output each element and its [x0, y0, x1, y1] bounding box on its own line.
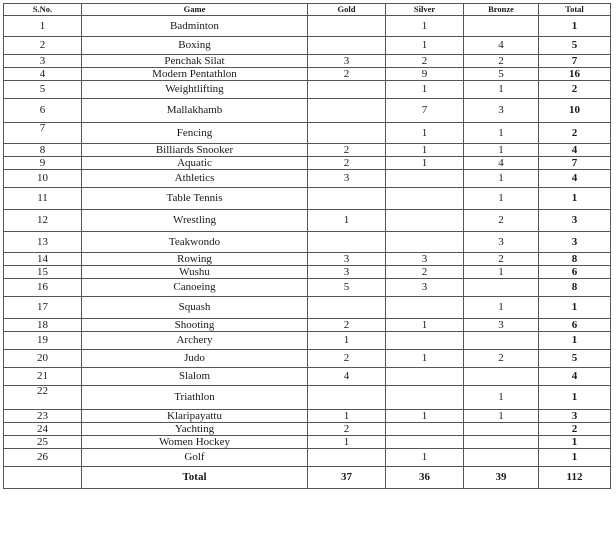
gold-cell: 4 — [308, 368, 386, 386]
bronze-cell: 1 — [464, 123, 539, 144]
gold-cell: 1 — [308, 210, 386, 232]
gold-cell — [308, 81, 386, 99]
table-row — [4, 188, 611, 210]
table-row — [4, 253, 611, 266]
sno-cell: 7 — [4, 123, 82, 144]
gold-cell: 2 — [308, 144, 386, 157]
table-row — [4, 81, 611, 99]
total-cell: 2 — [539, 423, 611, 436]
game-cell: Squash — [82, 297, 308, 319]
silver-cell — [386, 232, 464, 253]
bronze-cell: 4 — [464, 157, 539, 170]
sno-cell: 16 — [4, 279, 82, 297]
table-row — [4, 37, 611, 55]
game-cell: Table Tennis — [82, 188, 308, 210]
game-cell: Billiards Snooker — [82, 144, 308, 157]
table-row — [4, 319, 611, 332]
gold-cell — [308, 123, 386, 144]
total-cell: 3 — [539, 232, 611, 253]
sno-cell: 19 — [4, 332, 82, 350]
gold-cell: 2 — [308, 423, 386, 436]
total-silver: 36 — [386, 467, 464, 489]
game-cell: Rowing — [82, 253, 308, 266]
header-row — [4, 4, 611, 16]
bronze-cell: 4 — [464, 37, 539, 55]
total-cell: 8 — [539, 279, 611, 297]
game-cell: Yachting — [82, 423, 308, 436]
table-row — [4, 350, 611, 368]
total-cell: 16 — [539, 68, 611, 81]
total-cell: 5 — [539, 350, 611, 368]
bronze-cell — [464, 16, 539, 37]
bronze-cell — [464, 423, 539, 436]
total-bronze: 39 — [464, 467, 539, 489]
table-footer — [4, 467, 611, 489]
gold-cell — [308, 16, 386, 37]
gold-cell — [308, 37, 386, 55]
total-cell: 8 — [539, 253, 611, 266]
sno-cell: 4 — [4, 68, 82, 81]
game-cell: Golf — [82, 449, 308, 467]
sno-cell: 12 — [4, 210, 82, 232]
total-cell: 6 — [539, 319, 611, 332]
bronze-cell: 3 — [464, 319, 539, 332]
total-cell: 10 — [539, 99, 611, 123]
gold-cell — [308, 232, 386, 253]
sno-cell: 5 — [4, 81, 82, 99]
total-cell: 1 — [539, 297, 611, 319]
sno-cell: 25 — [4, 436, 82, 449]
gold-cell — [308, 99, 386, 123]
total-cell: 3 — [539, 210, 611, 232]
silver-cell: 1 — [386, 449, 464, 467]
game-cell: Women Hockey — [82, 436, 308, 449]
gold-cell: 2 — [308, 68, 386, 81]
game-cell: Penchak Silat — [82, 55, 308, 68]
silver-cell — [386, 386, 464, 410]
bronze-cell: 1 — [464, 170, 539, 188]
gold-cell — [308, 449, 386, 467]
gold-cell — [308, 386, 386, 410]
silver-cell: 2 — [386, 266, 464, 279]
silver-cell: 1 — [386, 81, 464, 99]
sno-cell: 6 — [4, 99, 82, 123]
bronze-cell: 1 — [464, 386, 539, 410]
bronze-cell — [464, 436, 539, 449]
game-cell: Athletics — [82, 170, 308, 188]
game-cell: Klaripayattu — [82, 410, 308, 423]
table-row — [4, 16, 611, 37]
silver-cell: 3 — [386, 253, 464, 266]
total-cell: 1 — [539, 386, 611, 410]
sno-cell: 21 — [4, 368, 82, 386]
silver-cell — [386, 297, 464, 319]
game-cell: Aquatic — [82, 157, 308, 170]
bronze-cell — [464, 279, 539, 297]
silver-cell: 1 — [386, 144, 464, 157]
bronze-cell: 1 — [464, 297, 539, 319]
bronze-cell: 1 — [464, 188, 539, 210]
total-cell: 1 — [539, 16, 611, 37]
sno-cell: 11 — [4, 188, 82, 210]
table-row — [4, 123, 611, 144]
sno-cell: 18 — [4, 319, 82, 332]
silver-cell: 7 — [386, 99, 464, 123]
table-row — [4, 210, 611, 232]
sno-cell: 2 — [4, 37, 82, 55]
total-cell: 4 — [539, 368, 611, 386]
total-cell: 4 — [539, 170, 611, 188]
bronze-cell: 2 — [464, 350, 539, 368]
gold-cell: 2 — [308, 350, 386, 368]
game-cell: Triathlon — [82, 386, 308, 410]
game-cell: Modern Pentathlon — [82, 68, 308, 81]
silver-cell: 2 — [386, 55, 464, 68]
total-label: Total — [82, 467, 308, 489]
silver-cell: 1 — [386, 123, 464, 144]
sno-cell: 8 — [4, 144, 82, 157]
silver-cell: 3 — [386, 279, 464, 297]
silver-cell — [386, 332, 464, 350]
total-cell: 1 — [539, 332, 611, 350]
gold-cell: 2 — [308, 157, 386, 170]
game-cell: Fencing — [82, 123, 308, 144]
silver-cell: 1 — [386, 16, 464, 37]
sno-cell: 13 — [4, 232, 82, 253]
total-cell: 6 — [539, 266, 611, 279]
bronze-cell: 3 — [464, 232, 539, 253]
total-cell: 7 — [539, 157, 611, 170]
total-cell: 2 — [539, 81, 611, 99]
bronze-cell — [464, 368, 539, 386]
total-cell: 1 — [539, 188, 611, 210]
header-total: Total — [539, 4, 611, 16]
table-row — [4, 436, 611, 449]
bronze-cell: 1 — [464, 144, 539, 157]
silver-cell: 1 — [386, 319, 464, 332]
table-row — [4, 144, 611, 157]
total-cell: 4 — [539, 144, 611, 157]
medal-table — [3, 3, 611, 489]
table-row — [4, 266, 611, 279]
table-row — [4, 297, 611, 319]
silver-cell — [386, 188, 464, 210]
game-cell: Canoeing — [82, 279, 308, 297]
sno-cell: 15 — [4, 266, 82, 279]
total-cell: 3 — [539, 410, 611, 423]
game-cell: Teakwondo — [82, 232, 308, 253]
game-cell: Boxing — [82, 37, 308, 55]
table-row — [4, 232, 611, 253]
gold-cell: 2 — [308, 319, 386, 332]
sno-cell: 17 — [4, 297, 82, 319]
total-sno-cell — [4, 467, 82, 489]
total-row — [4, 467, 611, 489]
header-silver: Silver — [386, 4, 464, 16]
gold-cell: 3 — [308, 170, 386, 188]
game-cell: Wushu — [82, 266, 308, 279]
game-cell: Archery — [82, 332, 308, 350]
game-cell: Slalom — [82, 368, 308, 386]
silver-cell: 1 — [386, 37, 464, 55]
table-row — [4, 157, 611, 170]
bronze-cell — [464, 332, 539, 350]
game-cell: Mallakhamb — [82, 99, 308, 123]
sno-cell: 20 — [4, 350, 82, 368]
gold-cell: 1 — [308, 436, 386, 449]
sno-cell: 14 — [4, 253, 82, 266]
silver-cell: 1 — [386, 350, 464, 368]
table-row — [4, 386, 611, 410]
game-cell: Shooting — [82, 319, 308, 332]
bronze-cell: 1 — [464, 410, 539, 423]
total-cell: 5 — [539, 37, 611, 55]
bronze-cell: 1 — [464, 81, 539, 99]
header-game: Game — [82, 4, 308, 16]
gold-cell: 3 — [308, 253, 386, 266]
header-sno: S.No. — [4, 4, 82, 16]
gold-cell — [308, 297, 386, 319]
total-total: 112 — [539, 467, 611, 489]
table-header — [4, 4, 611, 16]
table-row — [4, 99, 611, 123]
bronze-cell: 1 — [464, 266, 539, 279]
sno-cell: 23 — [4, 410, 82, 423]
total-gold: 37 — [308, 467, 386, 489]
bronze-cell: 2 — [464, 210, 539, 232]
silver-cell — [386, 436, 464, 449]
total-cell: 7 — [539, 55, 611, 68]
game-cell: Badminton — [82, 16, 308, 37]
table-row — [4, 68, 611, 81]
bronze-cell: 2 — [464, 253, 539, 266]
table-body — [4, 16, 611, 467]
gold-cell: 3 — [308, 55, 386, 68]
total-cell: 1 — [539, 436, 611, 449]
table-row — [4, 170, 611, 188]
sno-cell: 24 — [4, 423, 82, 436]
sno-cell: 10 — [4, 170, 82, 188]
silver-cell — [386, 210, 464, 232]
header-bronze: Bronze — [464, 4, 539, 16]
silver-cell: 9 — [386, 68, 464, 81]
table-row — [4, 55, 611, 68]
header-gold: Gold — [308, 4, 386, 16]
total-cell: 2 — [539, 123, 611, 144]
silver-cell — [386, 368, 464, 386]
silver-cell — [386, 170, 464, 188]
game-cell: Wrestling — [82, 210, 308, 232]
bronze-cell: 5 — [464, 68, 539, 81]
gold-cell: 1 — [308, 410, 386, 423]
bronze-cell: 3 — [464, 99, 539, 123]
sno-cell: 1 — [4, 16, 82, 37]
silver-cell: 1 — [386, 157, 464, 170]
bronze-cell: 2 — [464, 55, 539, 68]
silver-cell — [386, 423, 464, 436]
game-cell: Weightlifting — [82, 81, 308, 99]
table-row — [4, 410, 611, 423]
gold-cell — [308, 188, 386, 210]
table-row — [4, 368, 611, 386]
sno-cell: 9 — [4, 157, 82, 170]
total-cell: 1 — [539, 449, 611, 467]
game-cell: Judo — [82, 350, 308, 368]
gold-cell: 3 — [308, 266, 386, 279]
bronze-cell — [464, 449, 539, 467]
table-row — [4, 332, 611, 350]
silver-cell: 1 — [386, 410, 464, 423]
gold-cell: 5 — [308, 279, 386, 297]
table-row — [4, 279, 611, 297]
sno-cell: 3 — [4, 55, 82, 68]
table-row — [4, 449, 611, 467]
gold-cell: 1 — [308, 332, 386, 350]
sno-cell: 26 — [4, 449, 82, 467]
sno-cell: 22 — [4, 386, 82, 410]
table-row — [4, 423, 611, 436]
